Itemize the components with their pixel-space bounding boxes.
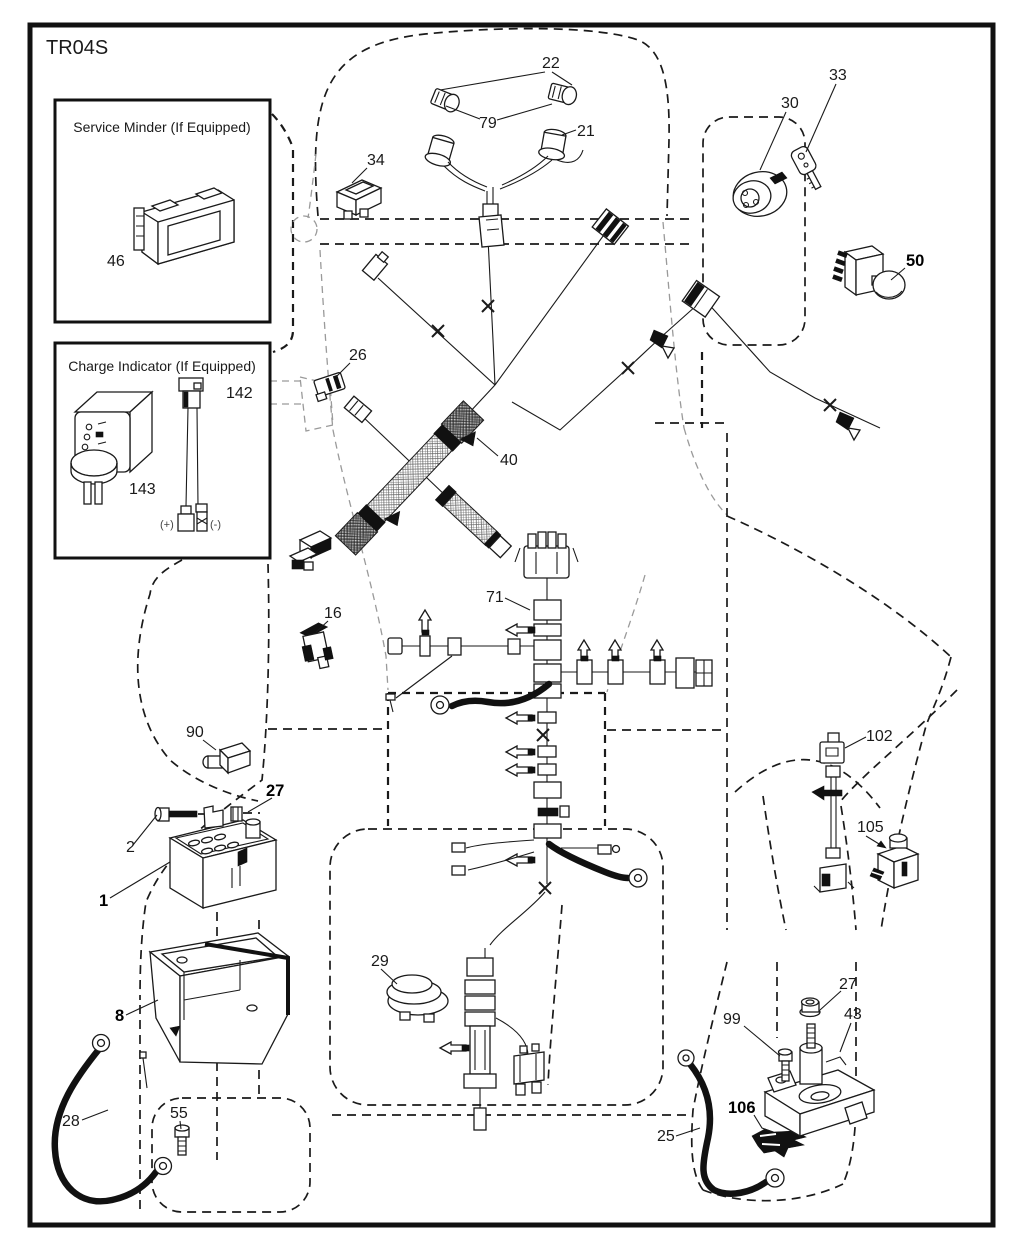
callout-71: 71 — [486, 589, 504, 606]
starter-cable-25 — [678, 1050, 784, 1194]
callout-142: 142 — [226, 385, 253, 402]
interlock-switch-16 — [298, 621, 336, 671]
callout-34: 34 — [367, 152, 385, 169]
harness-wires — [360, 218, 880, 894]
callout-27-solenoid: 27 — [839, 976, 857, 993]
main-harness-40 — [290, 209, 719, 570]
callout-102: 102 — [866, 728, 893, 745]
callout-21: 21 — [577, 123, 595, 140]
ignition-switch-30 — [728, 166, 791, 222]
callout-46: 46 — [107, 253, 125, 270]
terminal-positive-label: (+) — [160, 519, 174, 531]
callout-43: 43 — [844, 1006, 862, 1023]
terminal-negative-label: (-) — [210, 519, 221, 531]
callout-90: 90 — [186, 724, 204, 741]
callout-16: 16 — [324, 605, 342, 622]
callout-8: 8 — [115, 1007, 125, 1025]
battery-box-8 — [150, 933, 288, 1064]
service-minder-inset — [55, 100, 270, 322]
solenoid-nut-27 — [800, 998, 820, 1017]
harness-connector-cluster — [290, 531, 331, 570]
key-33 — [790, 145, 827, 192]
callout-79: 79 — [479, 115, 497, 132]
connector-90 — [203, 743, 250, 773]
service-minder-title: Service Minder (If Equipped) — [73, 119, 251, 135]
callout-27-battery: 27 — [266, 782, 285, 800]
light-switch-34 — [337, 180, 381, 219]
charge-indicator-title: Charge Indicator (If Equipped) — [68, 358, 256, 374]
battery-1 — [170, 819, 276, 908]
callout-28: 28 — [62, 1113, 80, 1130]
callout-105: 105 — [857, 819, 884, 836]
callout-50: 50 — [906, 252, 925, 270]
callout-30: 30 — [781, 95, 799, 112]
callout-29: 29 — [371, 953, 389, 970]
fuse-26 — [312, 372, 347, 401]
callout-22: 22 — [542, 55, 560, 72]
horn-29 — [387, 975, 448, 1022]
callout-106: 106 — [728, 1099, 756, 1117]
callout-40: 40 — [500, 452, 518, 469]
hour-meter-105 — [870, 834, 918, 888]
callout-55: 55 — [170, 1105, 188, 1122]
callout-2: 2 — [126, 839, 135, 856]
callout-25: 25 — [657, 1128, 675, 1145]
relay-50 — [833, 246, 905, 299]
solenoid-43 — [765, 1024, 874, 1136]
screw-55 — [175, 1125, 189, 1155]
callout-143: 143 — [129, 481, 156, 498]
callout-1: 1 — [99, 892, 109, 910]
callout-99: 99 — [723, 1011, 741, 1028]
wire-assembly-102 — [812, 733, 854, 892]
lower-connector-strip — [440, 948, 544, 1130]
page-title: TR04S — [46, 37, 109, 59]
charge-indicator-inset — [55, 343, 270, 558]
callout-33: 33 — [829, 67, 847, 84]
callout-26: 26 — [349, 347, 367, 364]
